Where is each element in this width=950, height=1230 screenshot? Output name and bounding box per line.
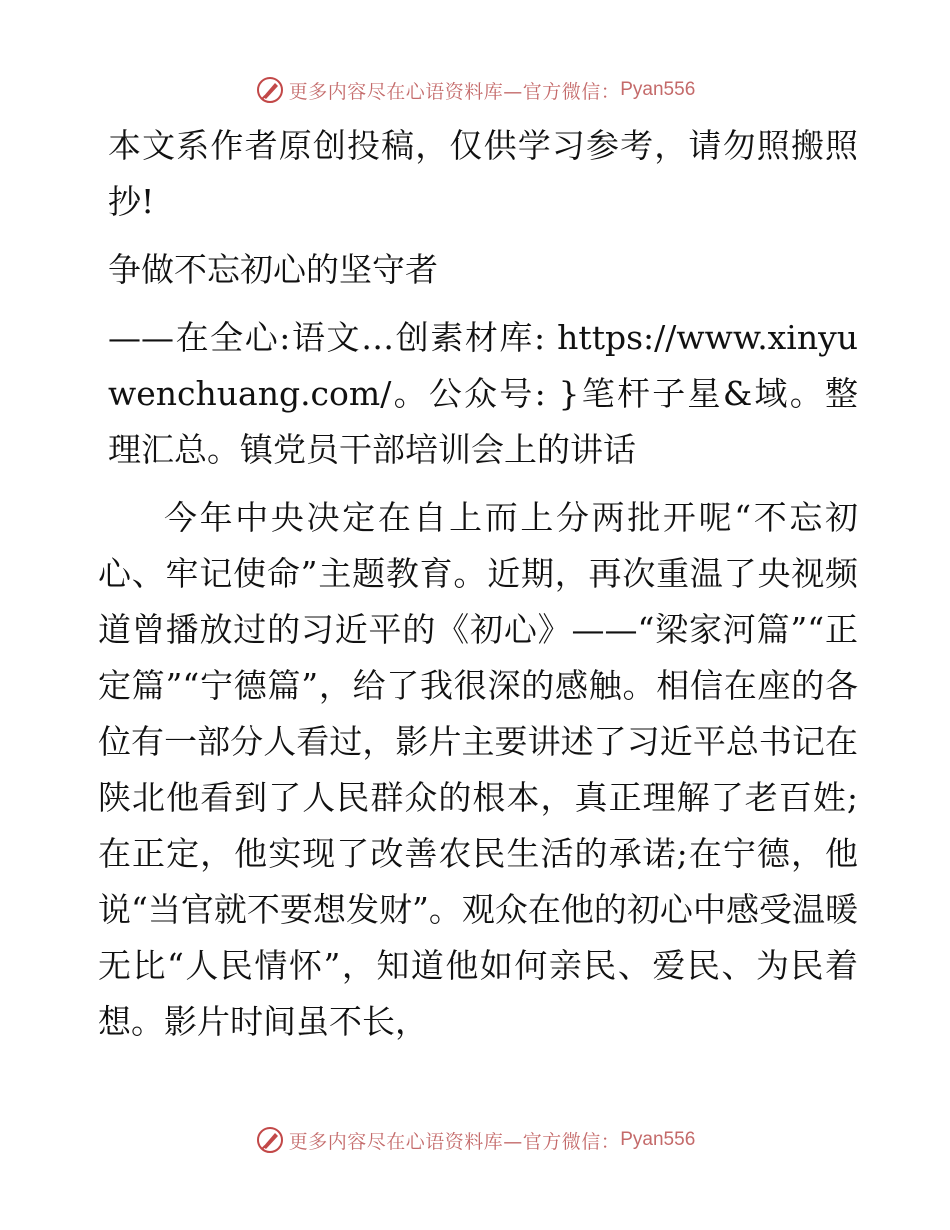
footer-watermark-banner [0, 1120, 950, 1160]
document-subtitle: ——在全心:语文…创素材库: https://www.xinyuwenchuang.com/。公众号: }笔杆子星&域。整理汇总。镇党员干部培训会上的讲话 [108, 318, 858, 469]
body-paragraph: 今年中央决定在自上而上分两批开呢“不忘初心、牢记使命”主题教育。近期，再次重温了央视频道曾播放过的习近平的《初心》——“梁家河篇”“正定篇”“宁德篇”，给了我很深的感触。相信在座的各位有一部分人看过，影片主要讲述了习近平总书记在陕北他看到了人民群众的根本，真正理解了老百姓;在正定，他实现了改善农民生活的承诺;在宁德，他说“当官就不要想发财”。观众在他的初心中感受温暖无比“人民情怀”，知道他如何亲民、爱民、为民着想。影片时间虽不长， [98, 498, 858, 1041]
banner-text: 更多内容尽在心语资料库—官方微信： [288, 1130, 621, 1153]
banner-wechat-id: Pyan556 [620, 1129, 696, 1150]
banner-text: 更多内容尽在心语资料库—官方微信： [288, 80, 621, 103]
quill-pen-logo-icon [255, 75, 285, 105]
quill-pen-logo-icon [255, 1125, 285, 1155]
document-content [98, 118, 858, 1050]
header-watermark-banner [0, 70, 950, 110]
copyright-notice: 本文系作者原创投稿，仅供学习参考，请勿照搬照抄! [108, 126, 858, 221]
banner-wechat-id: Pyan556 [620, 79, 696, 100]
document-title: 争做不忘初心的坚守者 [108, 250, 438, 289]
